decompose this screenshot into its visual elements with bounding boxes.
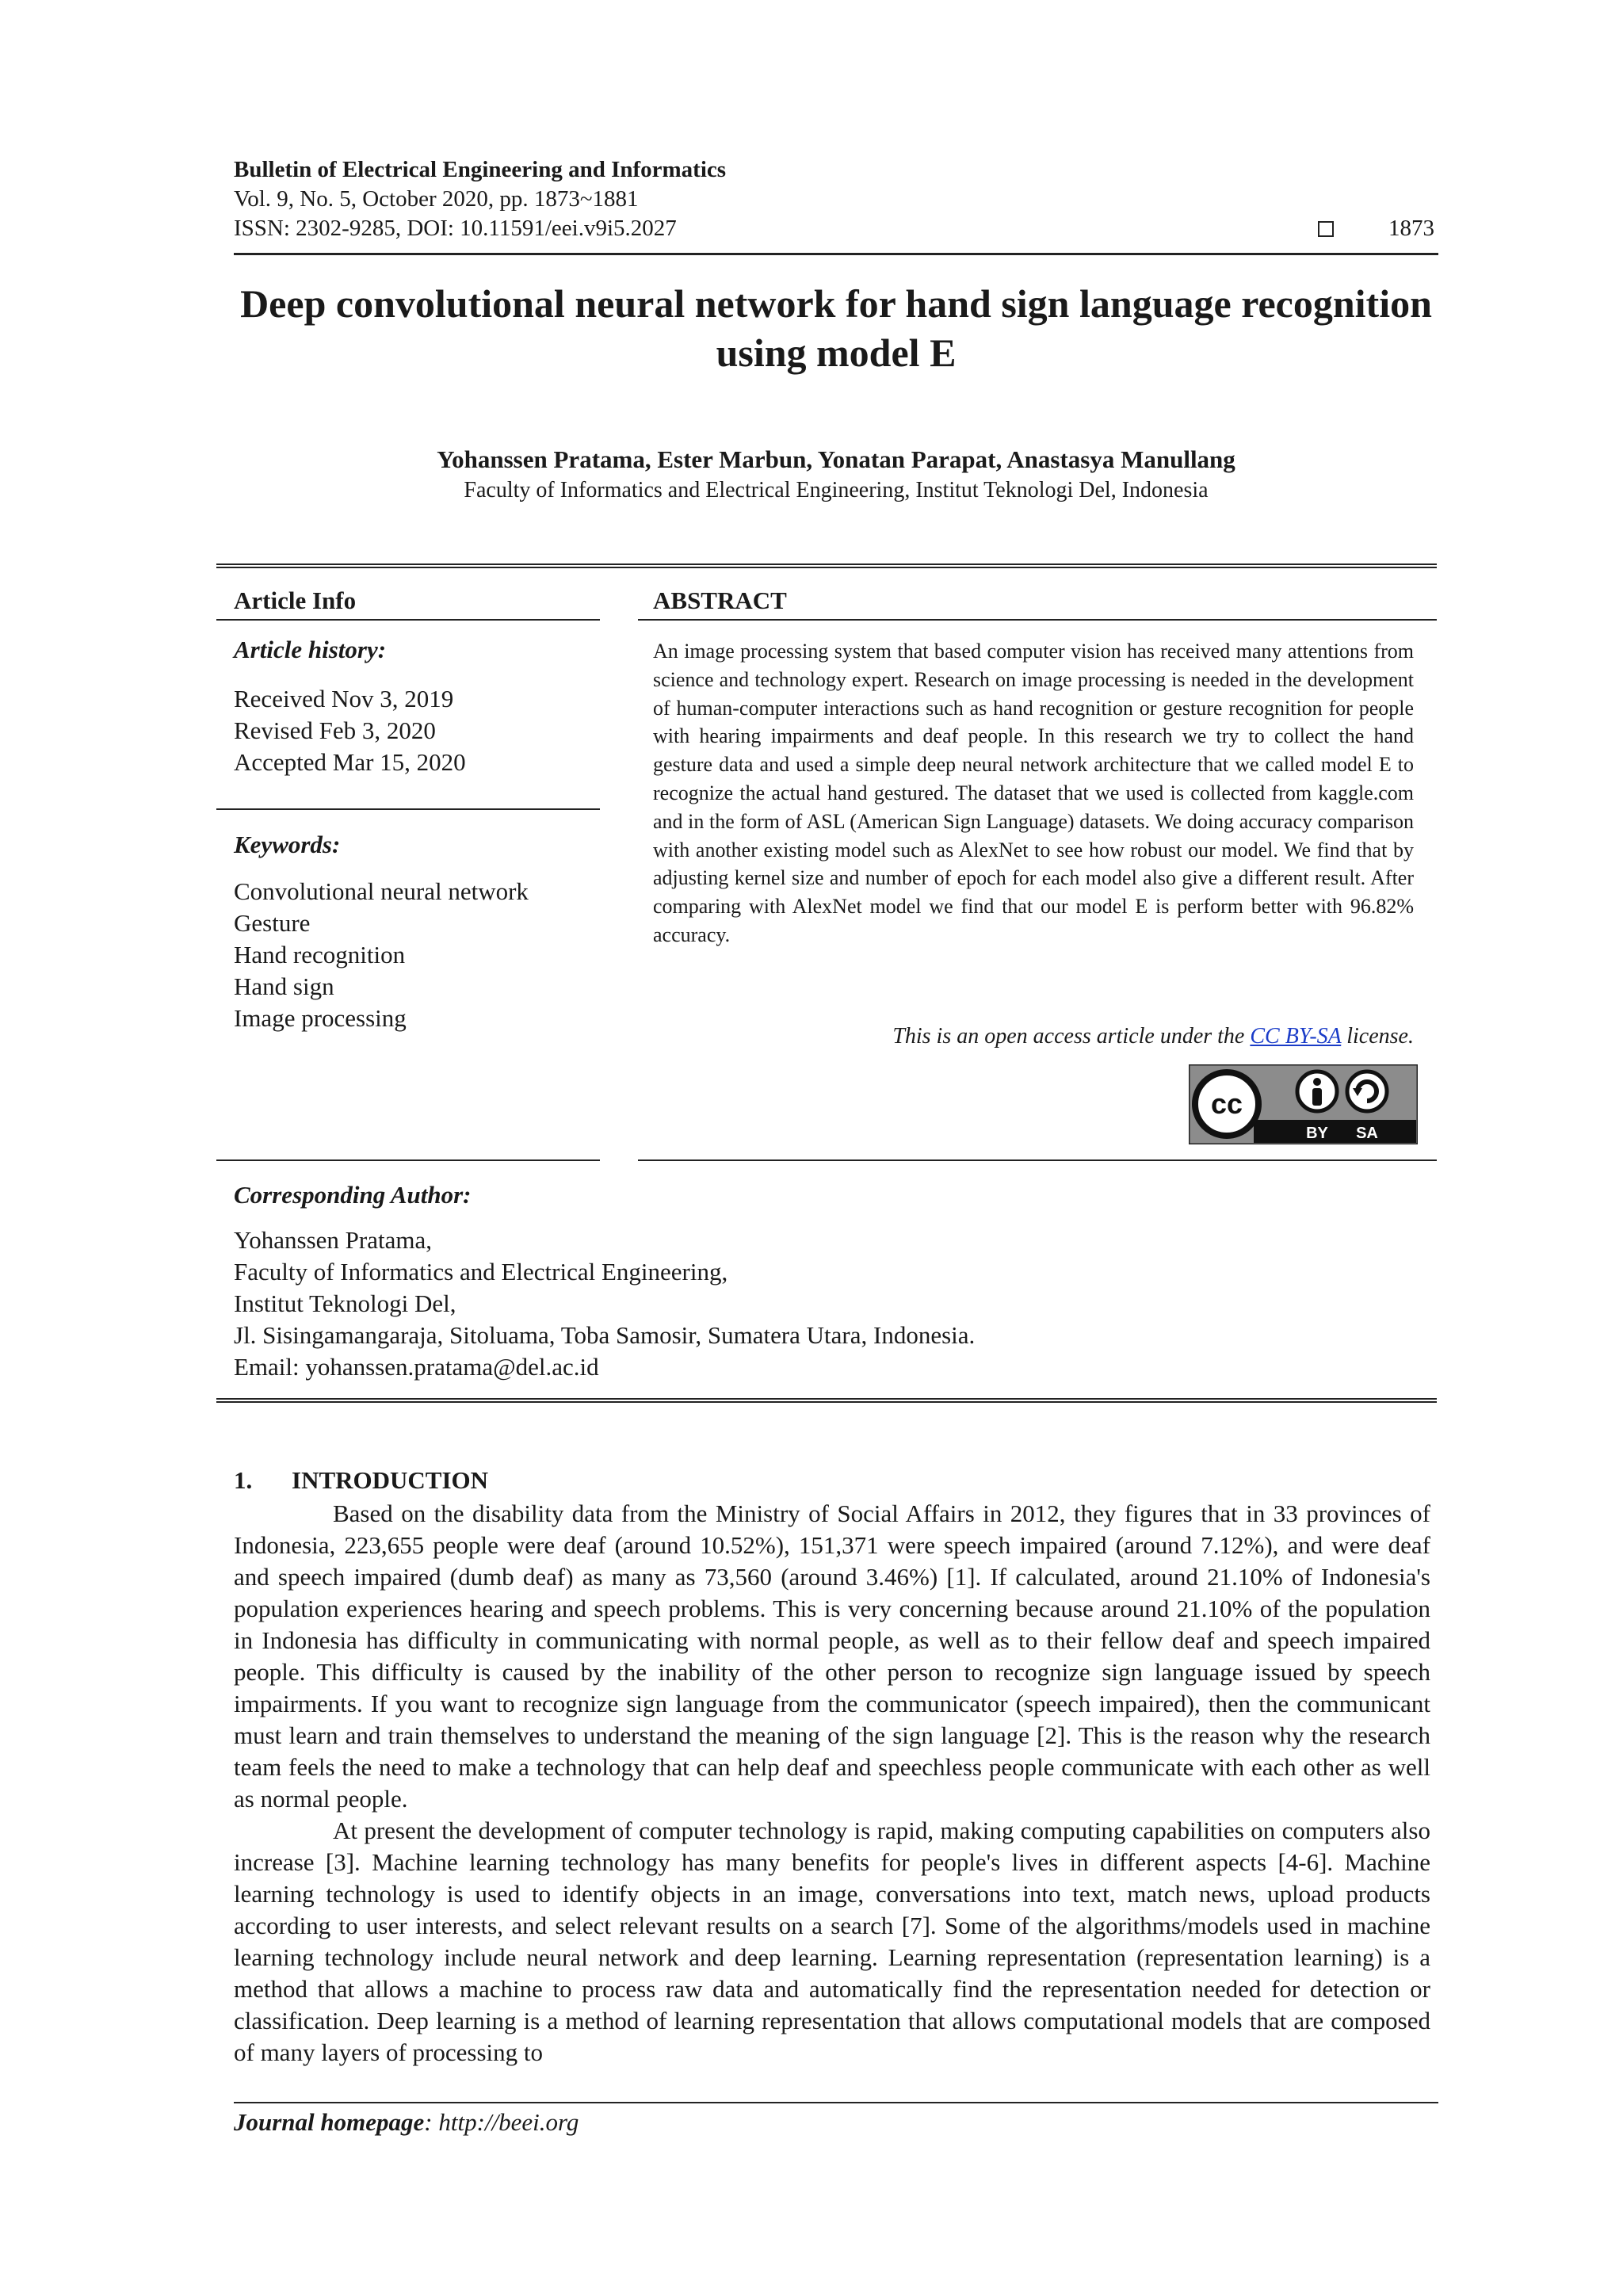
intro-paragraph-1 — [234, 1498, 1430, 1815]
author-institute: Institut Teknologi Del, — [234, 1289, 456, 1317]
abstract-heading: ABSTRACT — [653, 586, 787, 614]
homepage-label: Journal homepage — [234, 2108, 425, 2136]
by-label: BY — [1306, 1125, 1328, 1142]
info-top-rule — [216, 563, 1437, 568]
cc-by-sa-link[interactable]: CC BY-SA — [1250, 1024, 1342, 1049]
abstract-bottom-rule — [638, 1159, 1437, 1161]
homepage-url[interactable]: : http://beei.org — [424, 2108, 579, 2136]
corresponding-author-block — [234, 1224, 975, 1383]
license-suffix: license. — [1341, 1024, 1414, 1049]
article-info-rule — [216, 619, 600, 621]
received-date: Received Nov 3, 2019 — [234, 685, 454, 712]
journal-volume: Vol. 9, No. 5, October 2020, pp. 1873~1881 — [234, 186, 639, 212]
paragraph-text: At present the development of computer technology is rapid, making computing capabilities on computers also increase [3]. Machine learning technology has many benefits for people's lives in different aspects [4-6]. Machine learning technology is used to identify objects in an image, conversations into text, match news, upload products according to user interests, and select relevant results on a search [7]. Some of the algorithms/models used in machine learning technology include neural network and deep learning. Learning representation (representation learning) is a method that allows a machine to process raw data and automatically find the representation needed for detection or classification. Deep learning is a method of learning representation that allows computational models that are composed of many layers of processing to — [234, 1817, 1430, 2066]
history-rule — [216, 808, 600, 810]
cc-by-sa-badge — [1189, 1064, 1418, 1144]
revised-date: Revised Feb 3, 2020 — [234, 716, 436, 744]
author-faculty: Faculty of Informatics and Electrical Engineering, — [234, 1258, 728, 1286]
license-statement — [653, 1024, 1414, 1049]
keywords-rule — [216, 1159, 600, 1161]
checkbox-icon — [1318, 221, 1334, 237]
license-prefix: This is an open access article under the — [892, 1024, 1251, 1049]
author-name: Yohanssen Pratama, — [234, 1226, 432, 1254]
author-list: Yohanssen Pratama, Ester Marbun, Yonatan Parapat, Anastasya Manullang — [437, 445, 1235, 473]
keyword: Convolutional neural network — [234, 877, 529, 905]
journal-homepage — [234, 2108, 579, 2137]
cc-label: cc — [1210, 1087, 1243, 1120]
paper-title: Deep convolutional neural network for hand sign language recognition using model E — [240, 281, 1432, 375]
journal-name: Bulletin of Electrical Engineering and Informatics — [234, 157, 727, 182]
affiliation: Faculty of Informatics and Electrical Engineering, Institut Teknologi Del, Indonesia — [464, 478, 1209, 502]
info-bottom-rule — [216, 1398, 1437, 1403]
accepted-date: Accepted Mar 15, 2020 — [234, 748, 466, 776]
abstract-rule — [638, 619, 1437, 621]
header-rule — [234, 253, 1438, 255]
keyword: Hand sign — [234, 972, 334, 1000]
paragraph-text: Based on the disability data from the Ministry of Social Affairs in 2012, they figures that in 33 provinces of Indonesia, 223,655 people were deaf (around 10.52%), 151,371 were speech impaired (around 7.12%), and were deaf and speech impaired (dumb deaf) as many as 73,560 (around 3.46%) [1]. If calculated, around 21.10% of Indonesia's population experiences hearing and speech problems. This is very concerning because around 21.10% of the population in Indonesia has difficulty in communicating with normal people, as well as to their fellow deaf and speech impaired people. This difficulty is caused by the inability of the other person to recognize sign language issued by speech impairments. If you want to recognize sign language from the communicator (speech impaired), then the communicant must learn and train themselves to understand the meaning of the sign language [2]. This is the reason why the research team feels the need to make a technology that can help deaf and speechless people communicate with each other as well as normal people. — [234, 1499, 1430, 1813]
article-info-heading: Article Info — [234, 586, 357, 614]
article-history-heading: Article history: — [234, 636, 387, 663]
introduction-heading — [234, 1466, 488, 1495]
keyword: Gesture — [234, 909, 311, 937]
keywords-heading: Keywords: — [234, 831, 341, 858]
corresponding-author-heading: Corresponding Author: — [234, 1181, 472, 1209]
footer-rule — [234, 2102, 1438, 2103]
author-email: Email: yohanssen.pratama@del.ac.id — [234, 1353, 599, 1381]
page-number: 1873 — [1388, 216, 1434, 241]
keyword: Hand recognition — [234, 941, 406, 968]
journal-issn: ISSN: 2302-9285, DOI: 10.11591/eei.v9i5.2027 — [234, 216, 677, 241]
share-alike-icon — [1347, 1072, 1387, 1111]
abstract-text: An image processing system that based computer vision has received many attentions from science and technology expert. Research on image processing is needed in the development of human-computer interactions such as hand recognition or gesture recognition for people with hearing impairments and deaf people. In this research we try to collect the hand gesture data and used a simple deep neural network architecture that we called model E to recognize the actual hand gestured. The dataset that we used is collected from kaggle.com and in the form of ASL (American Sign Language) datasets. We doing accuracy comparison with another existing model such as AlexNet to see how robust our model. We find that by adjusting kernel size and number of epoch for each model also give a different result. After comparing with AlexNet model we find that our model E is perform better with 96.82% accuracy. — [653, 640, 1414, 946]
sa-label: SA — [1356, 1125, 1378, 1142]
author-address: Jl. Sisingamangaraja, Sitoluama, Toba Samosir, Sumatera Utara, Indonesia. — [234, 1321, 976, 1349]
keyword: Image processing — [234, 1004, 407, 1032]
section-number: 1. — [234, 1466, 253, 1494]
section-title: INTRODUCTION — [292, 1466, 489, 1494]
intro-paragraph-2 — [234, 1815, 1430, 2069]
